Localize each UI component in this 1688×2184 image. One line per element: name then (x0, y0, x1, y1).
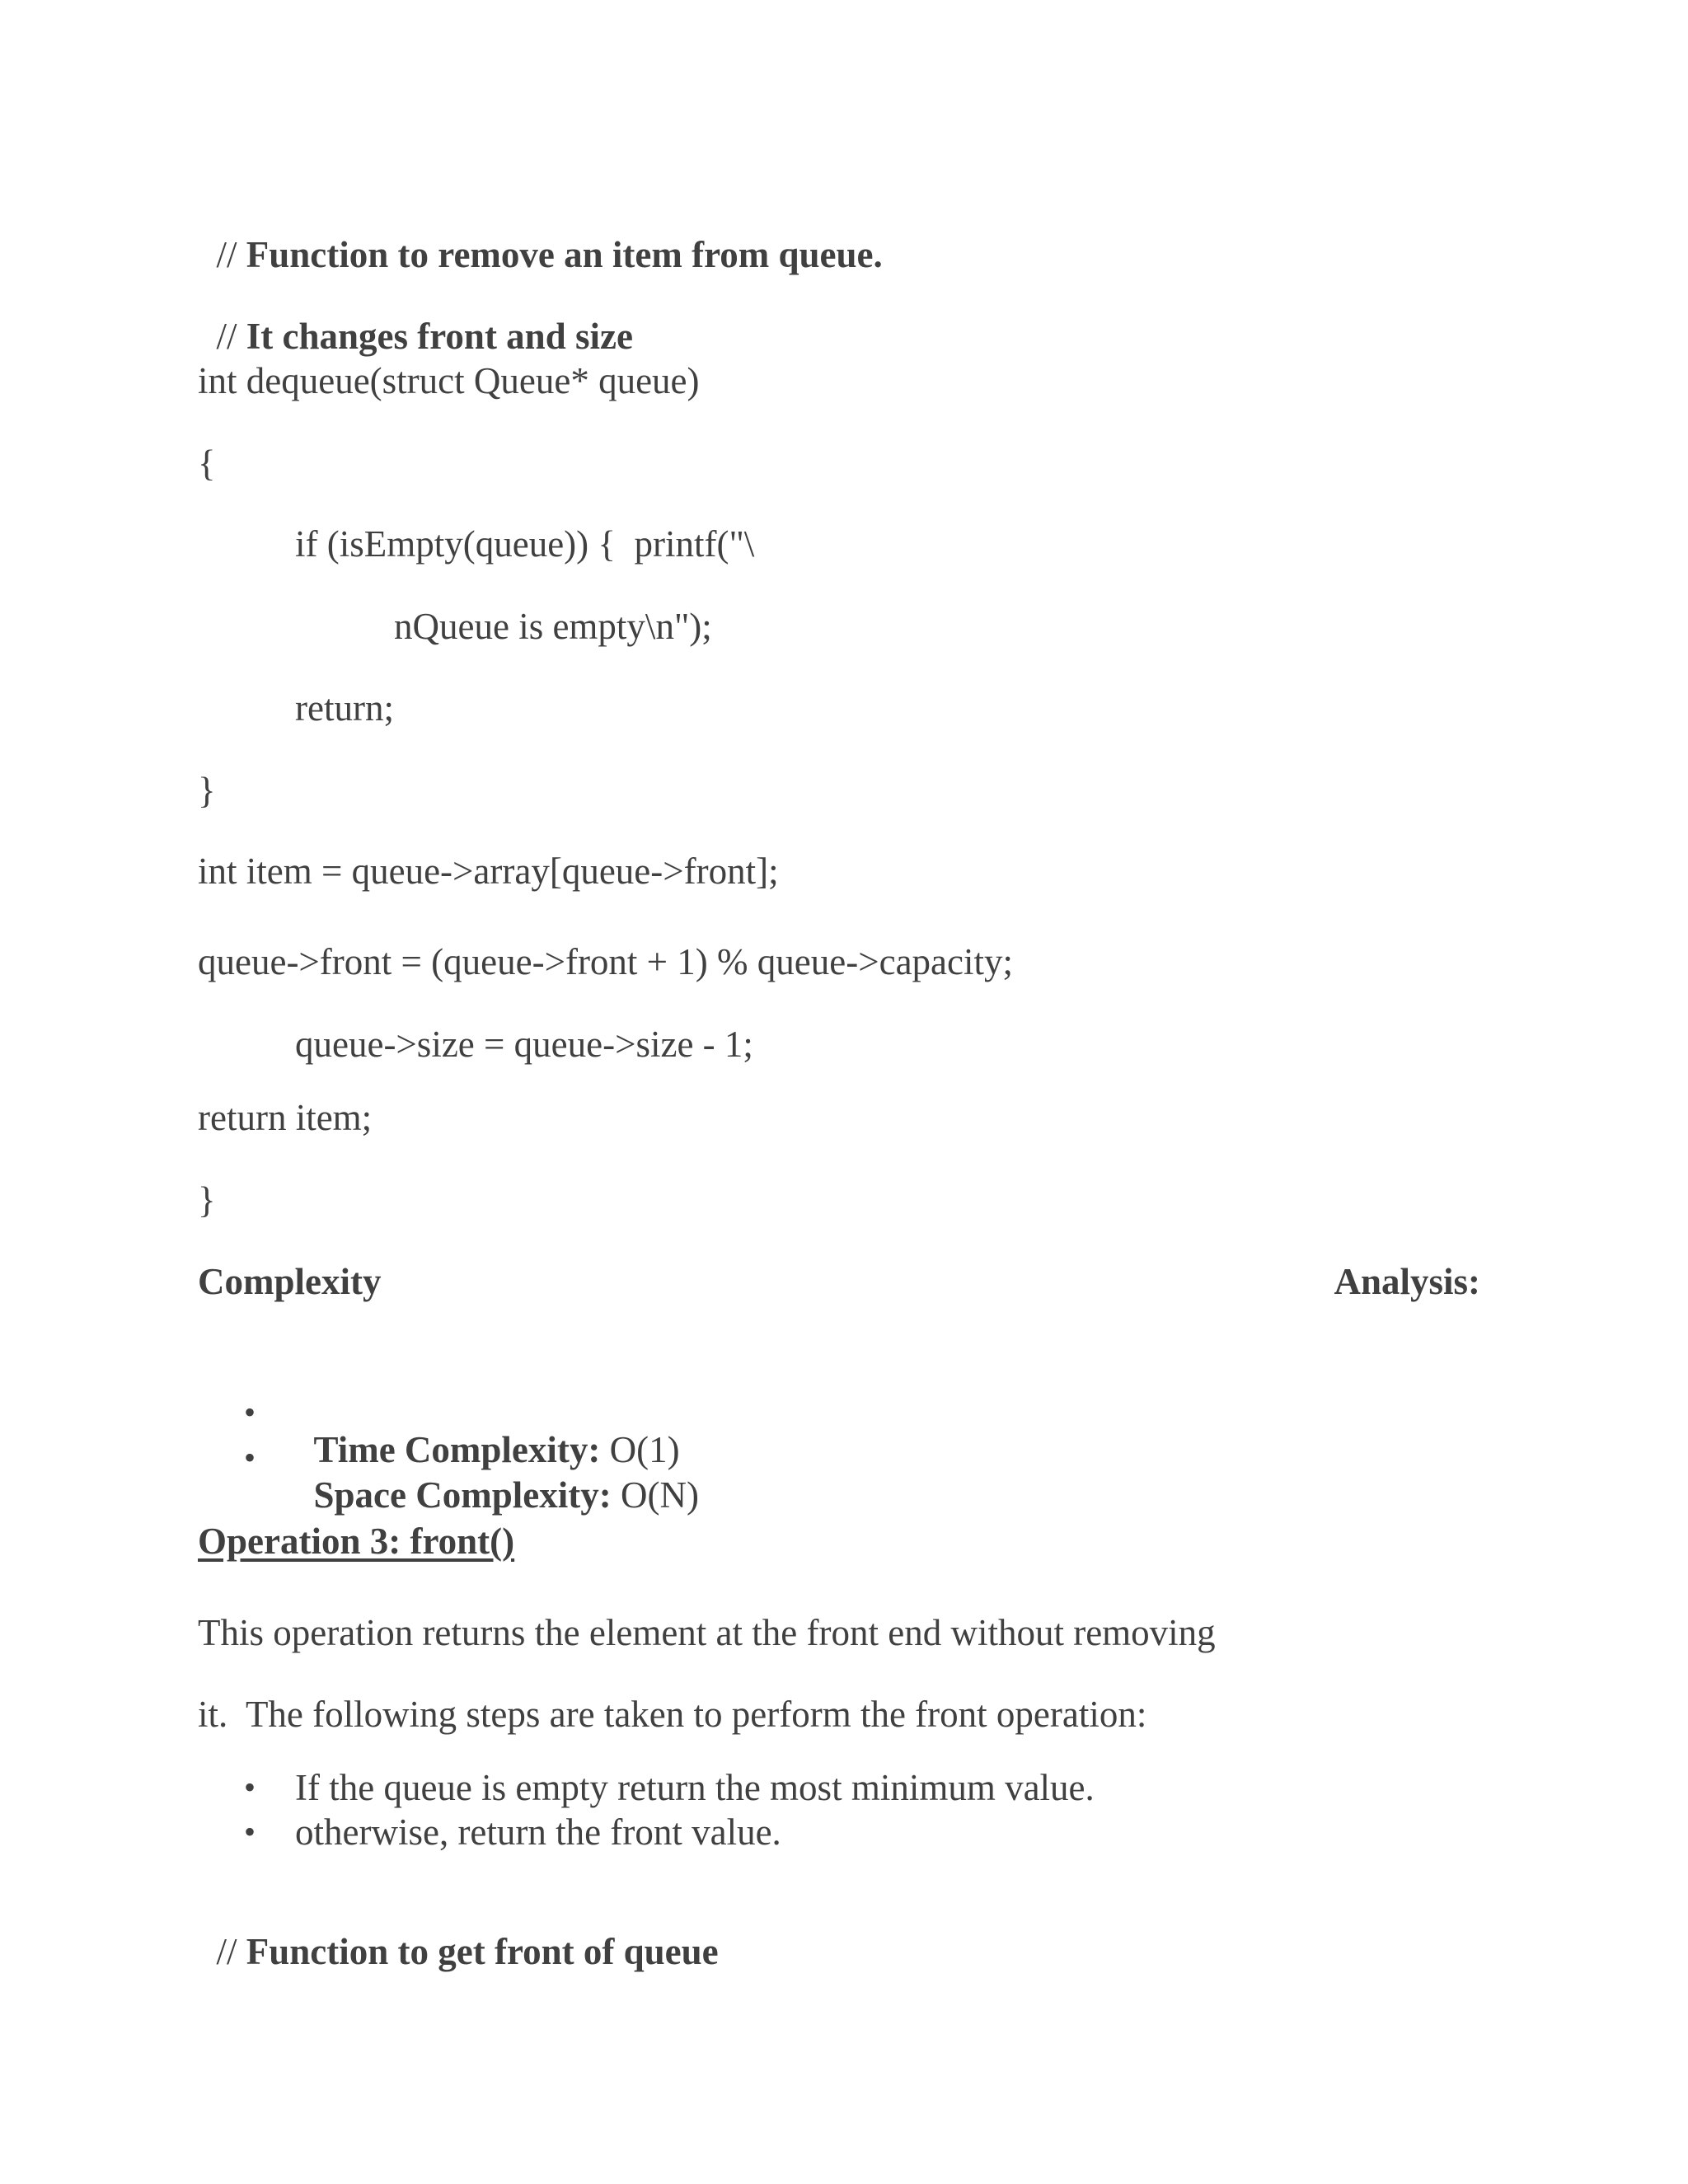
return-statement: return; (295, 687, 394, 729)
space-complexity-value: O(N) (611, 1474, 699, 1516)
time-complexity-label: Time Complexity: (313, 1429, 601, 1470)
close-brace: } (198, 1179, 216, 1221)
dequeue-comment-2 (198, 281, 633, 355)
printf-continuation: nQueue is empty\n"); (394, 606, 712, 647)
front-update: queue->front = (queue->front + 1) % queue->capacity; (198, 941, 1013, 982)
bullet-icon: • (244, 1394, 256, 1431)
bullet-icon: • (244, 1439, 256, 1476)
complexity-heading-right: Analysis: (1334, 1261, 1480, 1302)
dequeue-comment-2-text: It changes front and size (246, 316, 633, 357)
time-complexity-value: O(1) (600, 1429, 680, 1470)
front-function-comment-text: Function to get front of queue (246, 1931, 719, 1972)
return-item: return item; (198, 1097, 373, 1138)
comment-slashes: // (216, 234, 246, 275)
operation3-paragraph-line-2: it. The following steps are taken to perform the front operation: (198, 1694, 1147, 1735)
dequeue-comment-1-text: Function to remove an item from queue. (246, 234, 883, 275)
comment-slashes: // (216, 1931, 246, 1972)
size-update: queue->size = queue->size - 1; (295, 1024, 753, 1065)
comment-slashes: // (216, 316, 246, 357)
bullet-icon: • (244, 1769, 256, 1806)
bullet-icon: • (244, 1813, 256, 1850)
open-brace: { (198, 443, 216, 484)
if-empty-line: if (isEmpty(queue)) { printf("\ (295, 523, 755, 565)
space-complexity-item (295, 1440, 699, 1514)
operation3-paragraph-line-1: This operation returns the element at the front end without removing (198, 1612, 1216, 1653)
item-assignment: int item = queue->array[queue->front]; (198, 851, 779, 892)
operation3-bullet-2: otherwise, return the front value. (295, 1811, 781, 1853)
operation3-bullet-1: If the queue is empty return the most minimum value. (295, 1767, 1095, 1808)
close-brace-inner: } (198, 770, 216, 811)
dequeue-comment-1 (198, 199, 883, 274)
space-complexity-label: Space Complexity: (313, 1474, 612, 1516)
operation3-heading: Operation 3: front() (198, 1521, 515, 1562)
complexity-heading-left: Complexity (198, 1261, 382, 1302)
front-function-comment (198, 1896, 719, 1971)
dequeue-signature: int dequeue(struct Queue* queue) (198, 360, 700, 401)
